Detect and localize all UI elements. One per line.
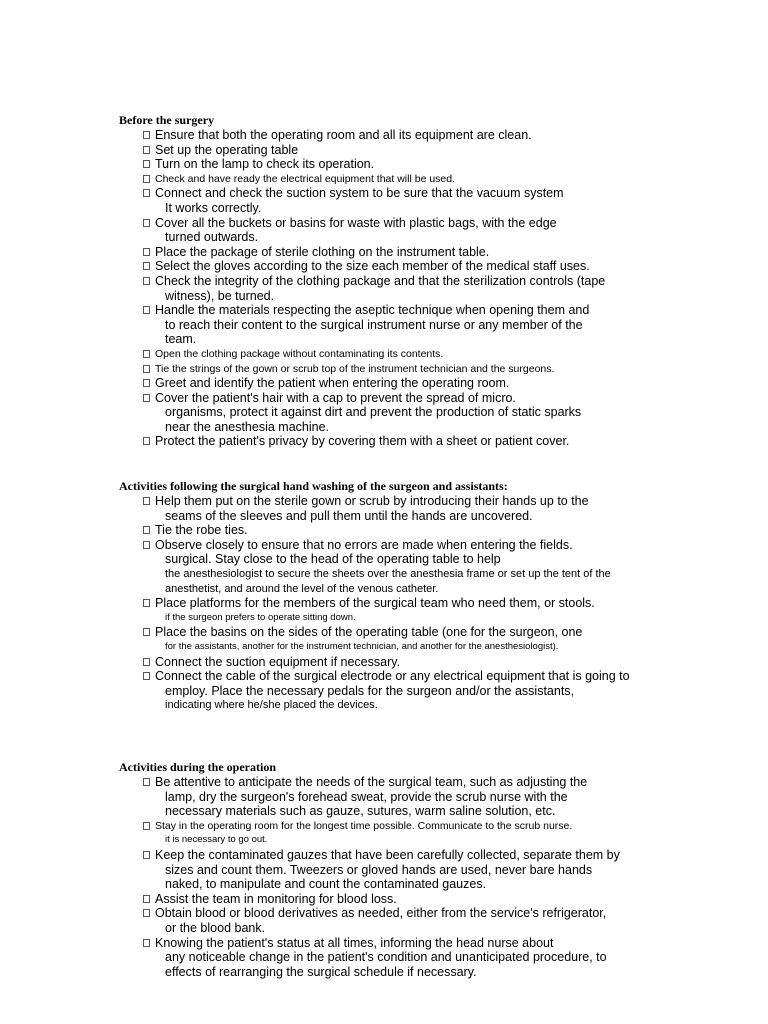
list-item-text: organisms, protect it against dirt and prevent the production of static sparks xyxy=(165,405,582,420)
list-item-text: Protect the patient's privacy by covering them with a sheet or patient cover. xyxy=(155,434,570,449)
list-item-text: Connect the suction equipment if necessary. xyxy=(155,654,401,669)
checkbox-glyph-icon xyxy=(143,394,150,402)
list-item-text: Check and have ready the electrical equipment that will be used. xyxy=(155,172,456,185)
list-item-text: Place the basins on the sides of the operating table (one for the surgeon, one xyxy=(155,625,583,640)
checkbox-glyph-icon xyxy=(143,851,150,859)
checkbox-glyph-icon xyxy=(143,895,150,903)
list-item-text: It works correctly. xyxy=(165,200,262,215)
list-item xyxy=(119,245,749,260)
list-item-text: Ensure that both the operating room and all its equipment are clean. xyxy=(155,128,532,142)
list-item-text: team. xyxy=(165,332,197,347)
checkbox-glyph-icon xyxy=(143,672,150,680)
list-item-text: Turn on the lamp to check its operation. xyxy=(155,157,375,172)
list-item-text: Cover all the buckets or basins for waste with plastic bags, with the edge xyxy=(155,215,557,230)
list-item-text: Obtain blood or blood derivatives as needed, either from the service's refrigerator, xyxy=(155,906,607,921)
list-item-text: Check the integrity of the clothing package and that the sterilization controls (tape xyxy=(155,273,606,288)
list-item-text: if the surgeon prefers to operate sitting down. xyxy=(165,611,356,623)
list-item xyxy=(119,128,749,143)
list-item-text: witness), be turned. xyxy=(165,288,275,303)
checkbox-glyph-icon xyxy=(143,778,150,786)
bullet-list xyxy=(119,128,749,449)
checkbox-glyph-icon xyxy=(143,350,150,358)
list-item-text: it is necessary to go out. xyxy=(165,834,268,846)
section xyxy=(119,113,749,449)
list-item xyxy=(119,172,749,187)
checkbox-glyph-icon xyxy=(143,939,150,947)
list-item-text: the anesthesiologist to secure the sheets over the anesthesia frame or set up the tent of the xyxy=(165,568,611,581)
list-item xyxy=(119,303,749,347)
checkbox-glyph-icon xyxy=(143,526,150,534)
list-item xyxy=(119,936,749,980)
checkbox-glyph-icon xyxy=(143,628,150,636)
bullet-list xyxy=(119,494,749,713)
list-item-text: Handle the materials respecting the aseptic technique when opening them and xyxy=(155,303,590,318)
list-item-text: indicating where he/she placed the devices. xyxy=(165,699,378,712)
list-item-text: Open the clothing package without contaminating its contents. xyxy=(155,347,444,360)
checkbox-glyph-icon xyxy=(143,262,150,270)
list-item-text: effects of rearranging the surgical schedule if necessary. xyxy=(165,964,477,979)
checkbox-glyph-icon xyxy=(143,131,150,139)
list-item xyxy=(119,216,749,245)
list-item-text: Cover the patient's hair with a cap to prevent the spread of micro. xyxy=(155,390,516,405)
checkbox-glyph-icon xyxy=(143,189,150,197)
list-item xyxy=(119,494,749,523)
list-item-text: Greet and identify the patient when entering the operating room. xyxy=(155,376,510,391)
list-item xyxy=(119,157,749,172)
checkbox-glyph-icon xyxy=(143,822,150,830)
list-item-text: to reach their content to the surgical instrument nurse or any member of the xyxy=(165,317,583,332)
list-item xyxy=(119,391,749,435)
section xyxy=(119,760,749,979)
list-item xyxy=(119,848,749,892)
list-item-text: lamp, dry the surgeon's forehead sweat, provide the scrub nurse with the xyxy=(165,789,568,804)
list-item-text: Knowing the patient's status at all times, informing the head nurse about xyxy=(155,935,554,950)
list-item-text: Select the gloves according to the size each member of the medical staff uses. xyxy=(155,259,590,274)
checkbox-glyph-icon xyxy=(143,658,150,666)
checkbox-glyph-icon xyxy=(143,306,150,314)
list-item xyxy=(119,347,749,362)
list-item xyxy=(119,274,749,303)
list-item-text: surgical. Stay close to the head of the operating table to help xyxy=(165,552,501,567)
list-item-text: seams of the sleeves and pull them until the hands are uncovered. xyxy=(165,508,533,523)
list-item-text: Assist the team in monitoring for blood loss. xyxy=(155,891,397,906)
checkbox-glyph-icon xyxy=(143,365,150,373)
list-item-text: naked, to manipulate and count the contaminated gauzes. xyxy=(165,877,487,892)
section-heading: Activities during the operation xyxy=(119,759,276,774)
list-item xyxy=(119,186,749,215)
list-item-text: anesthetist, and around the level of the venous catheter. xyxy=(165,582,439,595)
list-item-text: Stay in the operating room for the longest time possible. Communicate to the scrub nurse. xyxy=(155,819,573,832)
checkbox-glyph-icon xyxy=(143,146,150,154)
list-item xyxy=(119,625,749,654)
list-item-text: Place the package of sterile clothing on the instrument table. xyxy=(155,244,490,259)
section xyxy=(119,479,749,713)
list-item xyxy=(119,362,749,377)
list-item xyxy=(119,538,749,596)
checkbox-glyph-icon xyxy=(143,219,150,227)
list-item-text: or the blood bank. xyxy=(165,920,266,935)
checkbox-glyph-icon xyxy=(143,497,150,505)
list-item xyxy=(119,892,749,907)
list-item xyxy=(119,655,749,670)
list-item xyxy=(119,434,749,449)
checkbox-glyph-icon xyxy=(143,160,150,168)
checkbox-glyph-icon xyxy=(143,379,150,387)
list-item-text: any noticeable change in the patient's condition and unanticipated procedure, to xyxy=(165,950,607,965)
list-item-text: employ. Place the necessary pedals for the surgeon and/or the assistants, xyxy=(165,683,575,698)
section-heading: Activities following the surgical hand washing of the surgeon and assistants: xyxy=(119,479,508,494)
checkbox-glyph-icon xyxy=(143,541,150,549)
checkbox-glyph-icon xyxy=(143,909,150,917)
list-item xyxy=(119,906,749,935)
checkbox-glyph-icon xyxy=(143,599,150,607)
list-item xyxy=(119,376,749,391)
list-item-text: Keep the contaminated gauzes that have been carefully collected, separate them by xyxy=(155,847,620,862)
list-item-text: Help them put on the sterile gown or scrub by introducing their hands up to the xyxy=(155,494,589,509)
list-item xyxy=(119,596,749,625)
list-item-text: Observe closely to ensure that no errors are made when entering the fields. xyxy=(155,537,573,552)
bullet-list xyxy=(119,775,749,979)
list-item-text: Tie the strings of the gown or scrub top of the instrument technician and the surgeons. xyxy=(155,362,555,375)
list-item-text: for the assistants, another for the instrument technician, and another for the anesthesiologist). xyxy=(165,641,559,652)
list-item-text: necessary materials such as gauze, sutures, warm saline solution, etc. xyxy=(165,804,556,819)
list-item-text: near the anesthesia machine. xyxy=(165,419,329,434)
checkbox-glyph-icon xyxy=(143,175,150,183)
list-item-text: Place platforms for the members of the surgical team who need them, or stools. xyxy=(155,596,595,611)
list-item-text: Tie the robe ties. xyxy=(155,523,248,538)
list-item xyxy=(119,523,749,538)
list-item-text: Connect the cable of the surgical electrode or any electrical equipment that is going to xyxy=(155,669,630,684)
list-item xyxy=(119,259,749,274)
list-item xyxy=(119,775,749,819)
list-item-text: Be attentive to anticipate the needs of the surgical team, such as adjusting the xyxy=(155,774,588,789)
list-item xyxy=(119,669,749,713)
checkbox-glyph-icon xyxy=(143,277,150,285)
list-item-text: turned outwards. xyxy=(165,230,259,245)
list-item xyxy=(119,819,749,848)
list-item-text: Connect and check the suction system to be sure that the vacuum system xyxy=(155,186,564,201)
document-body xyxy=(119,93,749,979)
checkbox-glyph-icon xyxy=(143,248,150,256)
list-item-text: sizes and count them. Tweezers or gloved hands are used, never bare hands xyxy=(165,862,593,877)
list-item-text: Set up the operating table xyxy=(155,142,299,157)
section-heading: Before the surgery xyxy=(119,113,215,127)
list-item xyxy=(119,143,749,158)
checkbox-glyph-icon xyxy=(143,437,150,445)
